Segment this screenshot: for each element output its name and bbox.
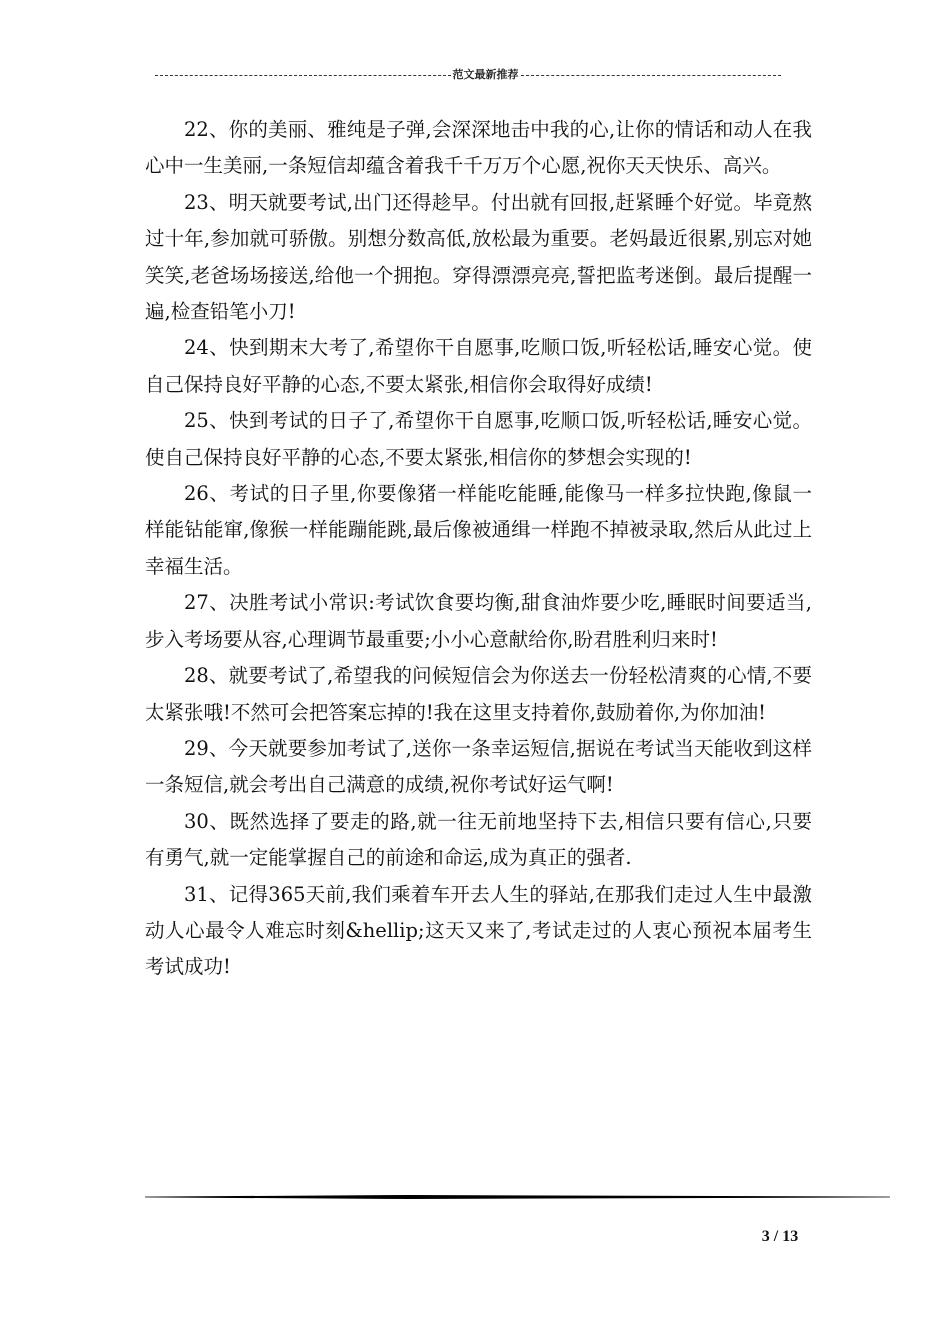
paragraph-23: 23、明天就要考试,出门还得趁早。付出就有回报,赶紧睡个好觉。毕竟熬过十年,参加就可骄傲。别想分数高低,放松最为重要。老妈最近很累,别忘对她笑笑,老爸场场接送,给他一个拥抱。穿得漂漂亮亮,誓把监考迷倒。最后提醒一遍,检查铅笔小刀! <box>145 190 812 324</box>
paragraph-25: 25、快到考试的日子了,希望你干自愿事,吃顺口饭,听轻松话,睡安心觉。使自己保持良好平静的心态,不要太紧张,相信你的梦想会实现的! <box>145 409 812 469</box>
paragraph-31: 31、记得365天前,我们乘着车开去人生的驿站,在那我们走过人生中最激动人心最令人难忘时刻&hellip;这天又来了,考试走过的人衷心预祝本届考生考试成功! <box>145 882 812 979</box>
paragraph-29: 29、今天就要参加考试了,送你一条幸运短信,据说在考试当天能收到这样一条短信,就会考出自己满意的成绩,祝你考试好运气啊! <box>145 736 812 797</box>
footer-rule <box>145 1195 890 1199</box>
header-dashed-line-left <box>155 75 451 76</box>
document-body <box>145 112 812 986</box>
paragraph-24: 24、快到期末大考了,希望你干自愿事,吃顺口饭,听轻松话,睡安心觉。使自己保持良好平静的心态,不要太紧张,相信你会取得好成绩! <box>145 336 812 396</box>
header-title: 范文最新推荐 <box>452 68 519 81</box>
paragraph-26: 26、考试的日子里,你要像猪一样能吃能睡,能像马一样多拉快跑,像鼠一样能钻能窜,像猴一样能蹦能跳,最后像被通缉一样跑不掉被录取,然后从此过上幸福生活。 <box>145 482 812 578</box>
header-dashed-line-right <box>521 75 781 76</box>
footer-rule-line <box>145 1195 890 1199</box>
paragraph-27: 27、决胜考试小常识:考试饮食要均衡,甜食油炸要少吃,睡眠时间要适当,步入考场要从容,心理调节最重要;小小心意献给你,盼君胜利归来时! <box>145 591 812 651</box>
paragraph-22: 22、你的美丽、雅纯是子弹,会深深地击中我的心,让你的情话和动人在我心中一生美丽,一条短信却蕴含着我千千万万个心愿,祝你天天快乐、高兴。 <box>145 118 812 178</box>
page-number: 3 / 13 <box>761 1228 799 1245</box>
paragraph-28: 28、就要考试了,希望我的问候短信会为你送去一份轻松清爽的心情,不要太紧张哦!不然可会把答案忘掉的!我在这里支持着你,鼓励着你,为你加油! <box>145 664 812 724</box>
paragraph-30: 30、既然选择了要走的路,就一往无前地坚持下去,相信只要有信心,只要有勇气,就一定能掌握自己的前途和命运,成为真正的强者. <box>145 809 812 870</box>
page-header <box>145 66 790 84</box>
